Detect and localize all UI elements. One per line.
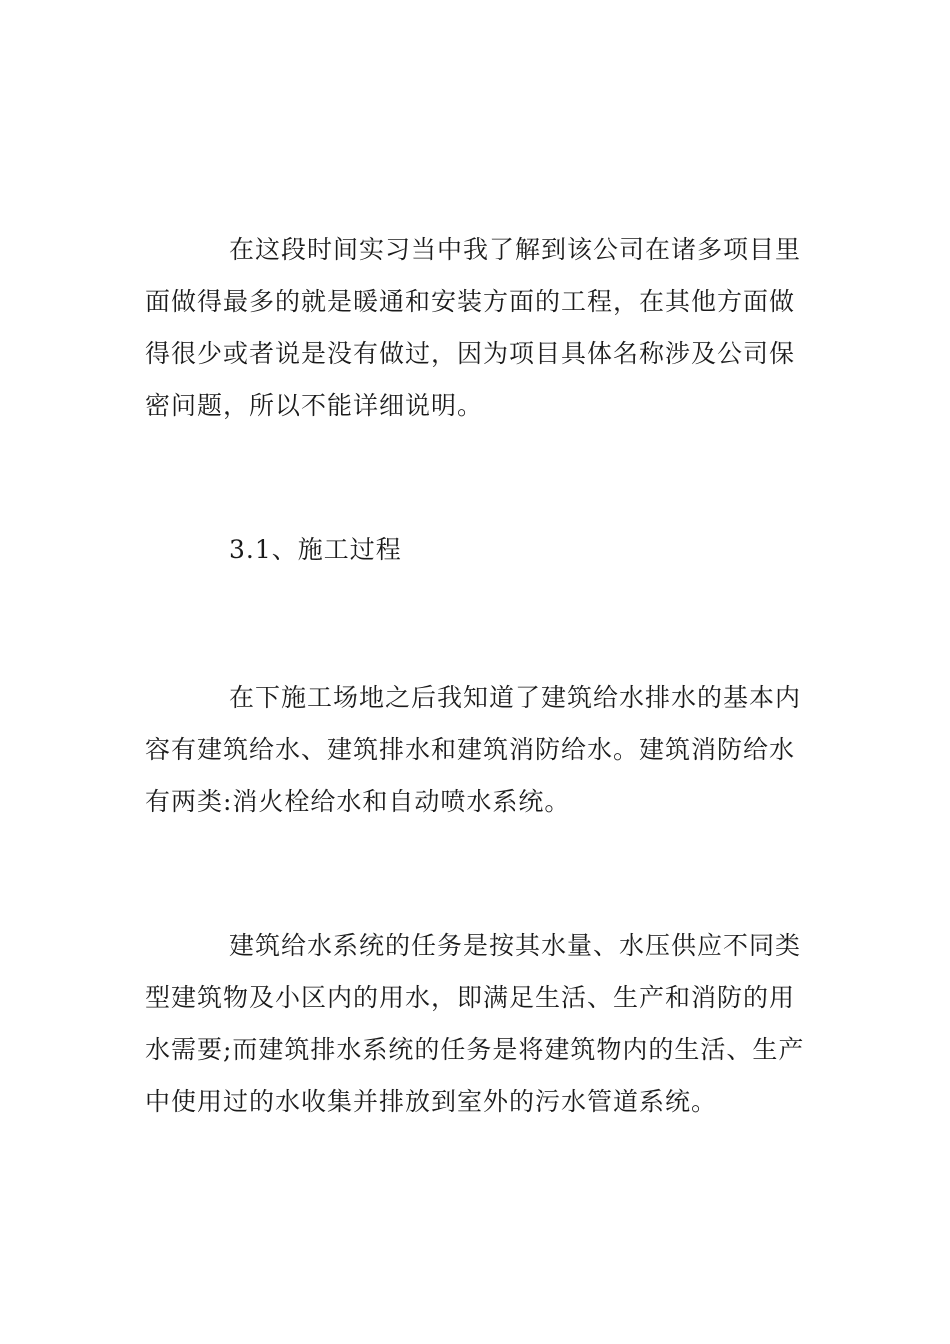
paragraph-line: 得很少或者说是没有做过，因为项目具体名称涉及公司保 — [145, 339, 796, 368]
paragraph-line: 容有建筑给水、建筑排水和建筑消防给水。建筑消防给水 — [145, 735, 796, 764]
paragraph-line: 型建筑物及小区内的用水，即满足生活、生产和消防的用 — [145, 983, 796, 1012]
paragraph-water-system-tasks — [145, 920, 810, 1128]
paragraph-line: 水需要;而建筑排水系统的任务是将建筑物内的生活、生产 — [145, 1035, 805, 1064]
paragraph-line: 面做得最多的就是暖通和安装方面的工程，在其他方面做 — [145, 287, 796, 316]
paragraph-line: 有两类:消火栓给水和自动喷水系统。 — [145, 787, 571, 816]
section-heading: 3.1、施工过程 — [229, 535, 402, 564]
paragraph-line: 建筑给水系统的任务是按其水量、水压供应不同类 — [229, 931, 802, 960]
section-heading-block — [145, 524, 810, 576]
paragraph-line: 密问题，所以不能详细说明。 — [145, 391, 484, 420]
paragraph-internship-projects — [145, 224, 810, 432]
paragraph-plumbing-content — [145, 672, 810, 828]
paragraph-line: 中使用过的水收集并排放到室外的污水管道系统。 — [145, 1087, 718, 1116]
paragraph-line: 在下施工场地之后我知道了建筑给水排水的基本内 — [229, 683, 802, 712]
paragraph-line: 在这段时间实习当中我了解到该公司在诸多项目里 — [229, 235, 802, 264]
